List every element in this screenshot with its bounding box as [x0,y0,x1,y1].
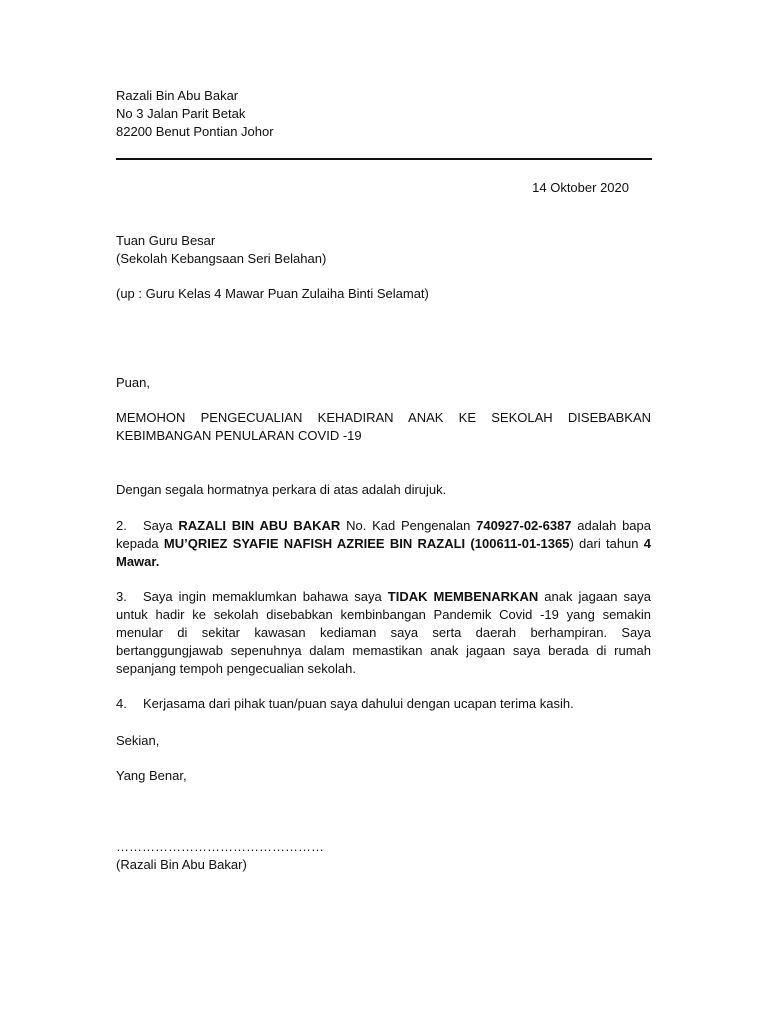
paragraph-number: 4. [116,696,127,711]
opening-line: Dengan segala hormatnya perkara di atas adalah dirujuk. [116,482,447,497]
paragraph-3: 3. Saya ingin memaklumkan bahawa saya TIDAK MEMBENARKAN anak jagaan saya untuk hadir ke sekolah disebabkan kembinbangan Pandemik Covid -19 yang semakin menular di sekitar kawasan kediaman saya serta daerah berhampiran. Saya bertanggungjawab sepenuhnya dalam memastikan anak jagaan saya berada di rumah sepanjang tempoh pengecualian sekolah. [116,589,652,676]
recipient-address [116,232,651,268]
signature-line: ………………………………………… [116,839,324,854]
letter-date: 14 Oktober 2020 [532,180,629,195]
paragraph-2: 2. Saya RAZALI BIN ABU BAKAR No. Kad Pengenalan 740927-02-6387 adalah bapa kepada MU’QRIEZ SYAFIE NAFISH AZRIEE BIN RAZALI (100611-01-1365) dari tahun 4 Mawar. [116,518,652,569]
header-divider [116,158,652,160]
closing-sekian: Sekian, [116,733,160,748]
paragraph-number: 2. [116,518,127,533]
paragraph-4: 4. Kerjasama dari pihak tuan/puan saya dahului dengan ucapan terima kasih. [116,696,574,711]
closing-yang-benar: Yang Benar, [116,768,187,783]
sender-address [116,87,651,141]
paragraph-number: 3. [116,589,127,604]
letter-subject: MEMOHON PENGECUALIAN KEHADIRAN ANAK KE SEKOLAH DISEBABKAN KEBIMBANGAN PENULARAN COVID -19 [116,410,651,443]
sender-address-line1: No 3 Jalan Parit Betak [116,106,246,121]
parent-ic-number: 740927-02-6387 [476,518,572,533]
parent-name: RAZALI BIN ABU BAKAR [178,518,341,533]
attention-line: (up : Guru Kelas 4 Mawar Puan Zulaiha Binti Selamat) [116,286,429,301]
refusal-emphasis: TIDAK MEMBENARKAN [387,589,539,604]
sender-address-line2: 82200 Benut Pontian Johor [116,124,274,139]
recipient-school: (Sekolah Kebangsaan Seri Belahan) [116,251,327,266]
child-class: 4 Mawar. [116,536,652,569]
child-name-ic: MU’QRIEZ SYAFIE NAFISH AZRIEE BIN RAZALI (100611-01-1365 [163,536,570,551]
signature-name: (Razali Bin Abu Bakar) [116,857,247,872]
sender-name: Razali Bin Abu Bakar [116,88,239,103]
salutation: Puan, [116,375,150,390]
recipient-title: Tuan Guru Besar [116,233,216,248]
